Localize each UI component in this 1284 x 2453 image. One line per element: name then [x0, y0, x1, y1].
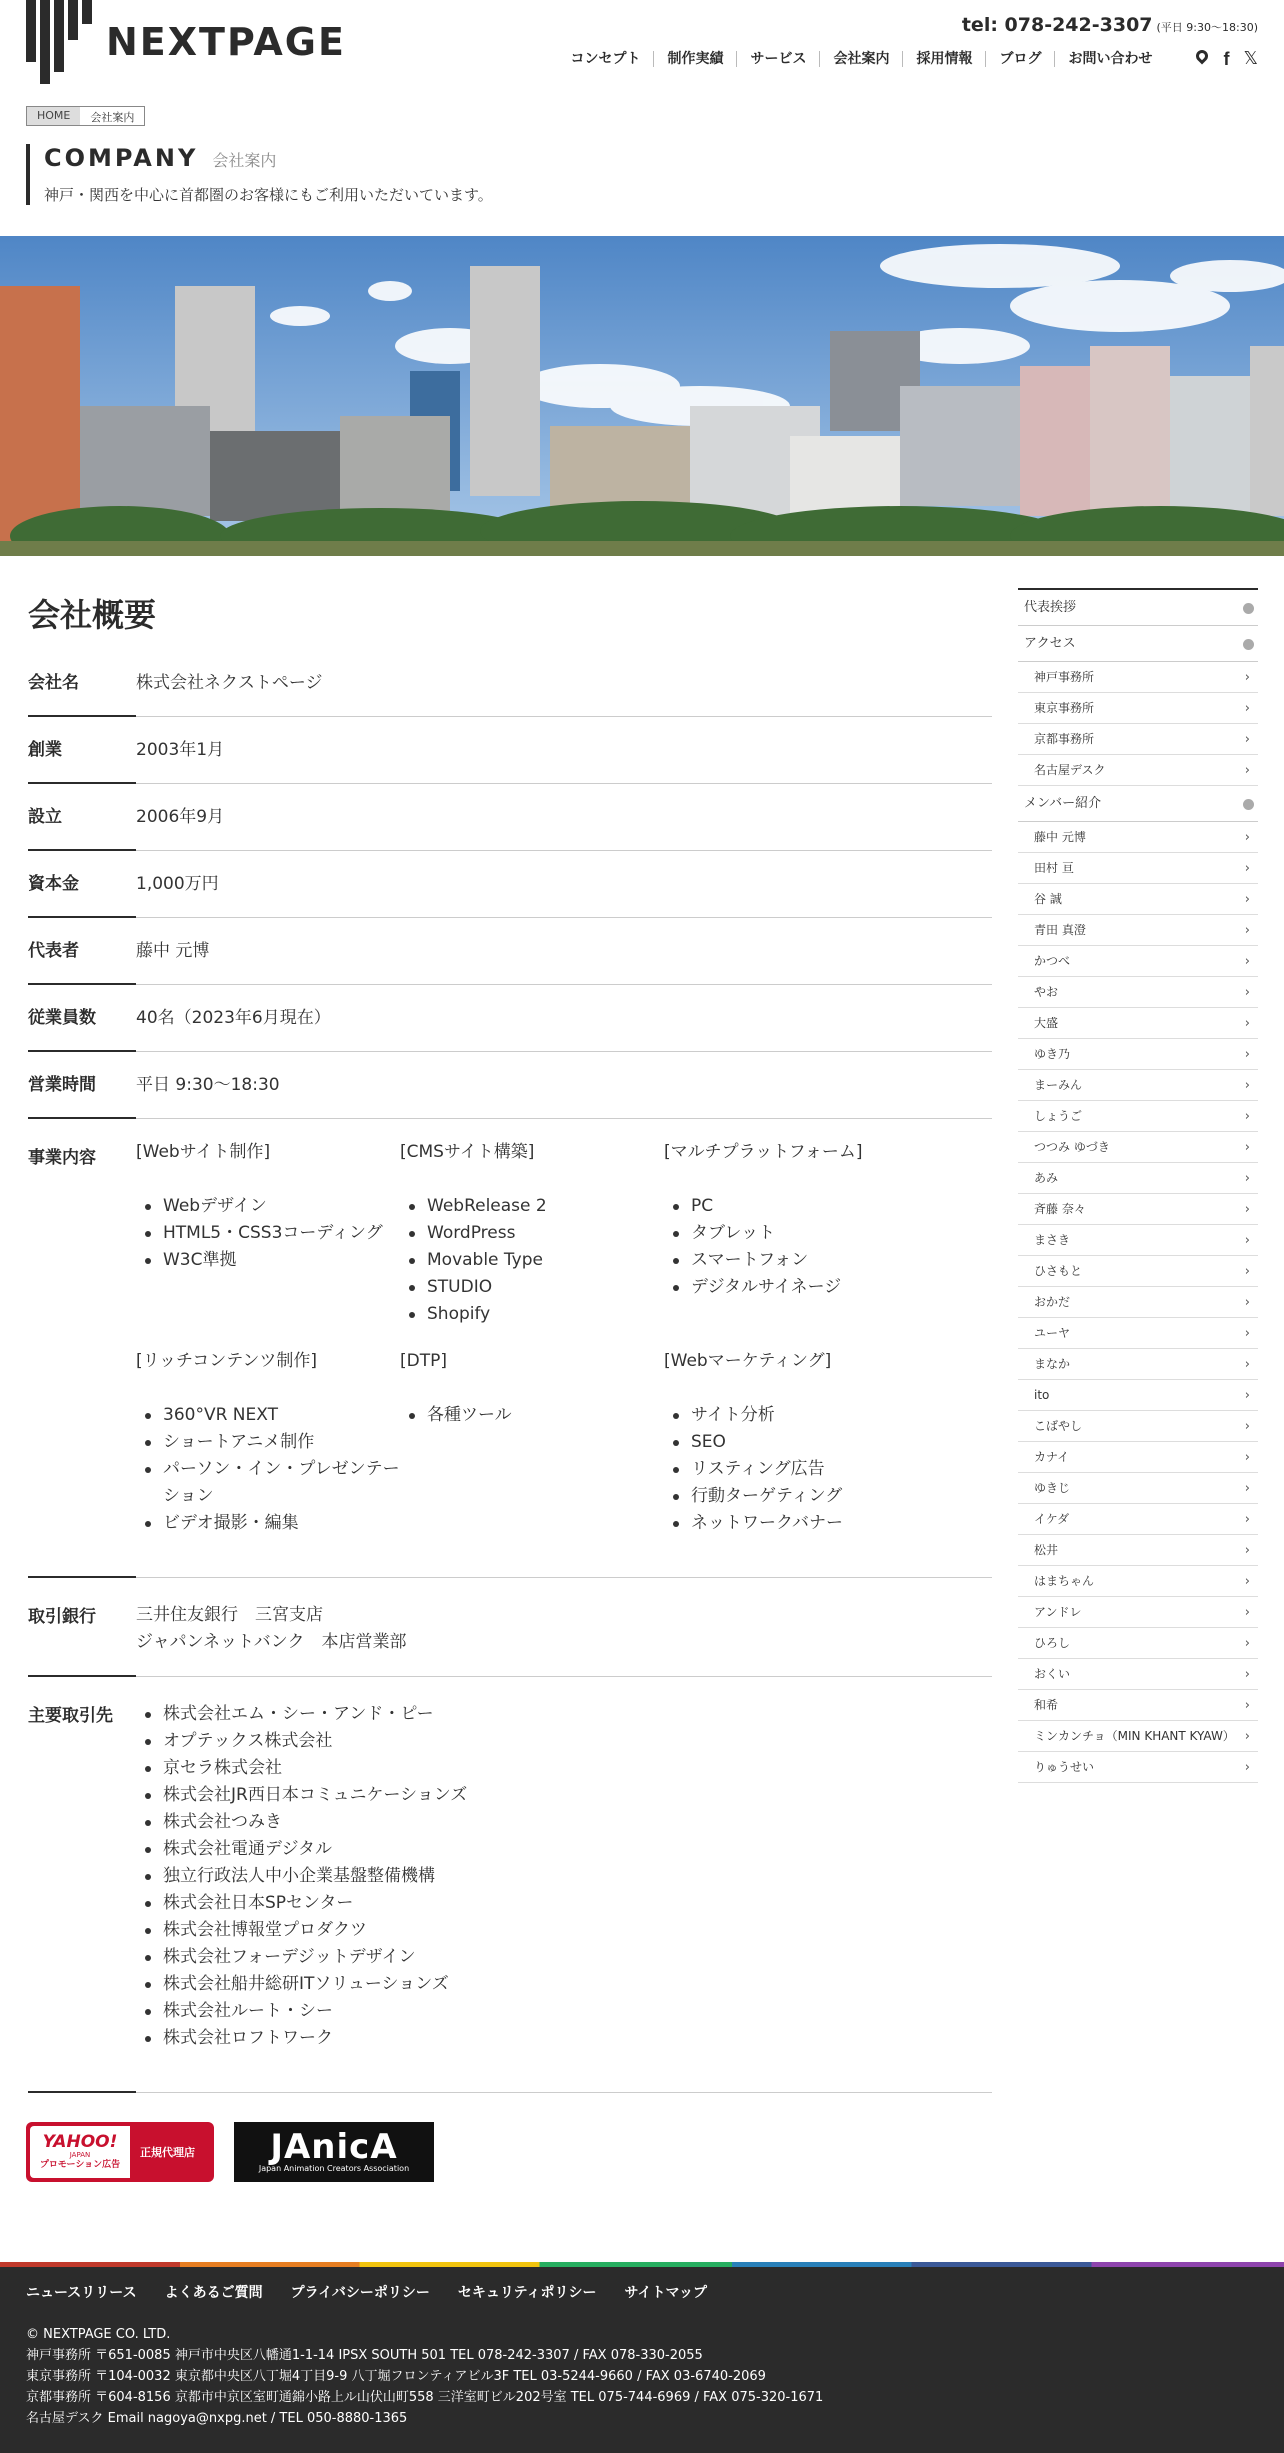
global-nav: [557, 50, 1258, 68]
business-item: ショートアニメ制作: [136, 1429, 400, 1456]
sidebar-member-item[interactable]: つつみ ゆづき ›: [1018, 1132, 1258, 1163]
sidebar-item-access[interactable]: アクセス: [1018, 626, 1258, 662]
client-list: [136, 1677, 992, 2092]
page-lead: 神戸・関西を中心に首都圏のお客様にもご利用いただいています。: [44, 186, 493, 204]
client-item: 株式会社ルート・シー: [136, 1998, 992, 2025]
row-value: 平日 9:30〜18:30: [136, 1074, 280, 1095]
sidebar-member-item[interactable]: ゆき乃 ›: [1018, 1039, 1258, 1070]
business-item: HTML5・CSS3コーディング: [136, 1220, 400, 1247]
client-item: 京セラ株式会社: [136, 1755, 992, 1782]
business-group: [136, 1139, 400, 1328]
business-item: Movable Type: [400, 1247, 664, 1274]
sidebar-member-item[interactable]: まさき ›: [1018, 1225, 1258, 1256]
sidebar-member-item[interactable]: しょうご ›: [1018, 1101, 1258, 1132]
business-group: [400, 1139, 664, 1328]
row-representative: [28, 918, 992, 985]
row-company-name: [28, 650, 992, 717]
client-item: 株式会社ロフトワーク: [136, 2025, 992, 2052]
breadcrumb: [26, 106, 145, 126]
client-item: 株式会社博報堂プロダクツ: [136, 1917, 992, 1944]
breadcrumb-home[interactable]: HOME: [27, 107, 80, 125]
business-category: [リッチコンテンツ制作]: [136, 1351, 318, 1371]
business-item: スマートフォン: [664, 1247, 928, 1274]
sidebar-sub-item[interactable]: 神戸事務所 ›: [1018, 662, 1258, 693]
row-business: [28, 1119, 992, 1578]
sidebar-member-item[interactable]: イケダ ›: [1018, 1504, 1258, 1535]
sidebar-sub-item[interactable]: 名古屋デスク ›: [1018, 755, 1258, 786]
page-title-en: COMPANY: [44, 144, 199, 172]
yahoo-logo-text: YAHOO!: [42, 2132, 118, 2152]
business-group: [664, 1139, 928, 1328]
sidebar-member-item[interactable]: 田村 亘 ›: [1018, 853, 1258, 884]
row-label: 事業内容: [28, 1119, 136, 1577]
footer-nav: [26, 2282, 735, 2302]
nav-company[interactable]: 会社案内: [819, 51, 902, 67]
janica-sub-text: Japan Animation Creators Association: [258, 2164, 410, 2173]
map-pin-icon[interactable]: [1195, 50, 1209, 68]
nav-blog[interactable]: ブログ: [985, 51, 1054, 67]
sidebar-member-item[interactable]: 谷 誠 ›: [1018, 884, 1258, 915]
business-item: WebRelease 2: [400, 1193, 664, 1220]
page-title-ja: 会社案内: [212, 151, 277, 170]
client-item: 株式会社JR西日本コミュニケーションズ: [136, 1782, 992, 1809]
sidebar-member-item[interactable]: りゅうせい ›: [1018, 1752, 1258, 1783]
nav-contact[interactable]: お問い合わせ: [1054, 51, 1165, 67]
x-icon[interactable]: 𝕏: [1243, 48, 1258, 69]
sidebar-member-item[interactable]: アンドレ ›: [1018, 1597, 1258, 1628]
sidebar-member-item[interactable]: ゆきじ ›: [1018, 1473, 1258, 1504]
nav-works[interactable]: 制作実績: [653, 51, 736, 67]
sidebar-member-item[interactable]: 斉藤 奈々 ›: [1018, 1194, 1258, 1225]
client-item: 株式会社フォーデジットデザイン: [136, 1944, 992, 1971]
business-category: [CMSサイト構築]: [400, 1142, 535, 1162]
sidebar-member-item[interactable]: ひさもと ›: [1018, 1256, 1258, 1287]
sidebar-member-item[interactable]: やお ›: [1018, 977, 1258, 1008]
row-value: 2003年1月: [136, 739, 225, 760]
logo[interactable]: [26, 0, 346, 84]
sidebar-member-item[interactable]: ユーヤ ›: [1018, 1318, 1258, 1349]
section-heading: 会社概要: [28, 596, 157, 634]
row-value: 40名（2023年6月現在）: [136, 1007, 331, 1028]
row-label: 代表者: [28, 918, 136, 985]
row-established: [28, 784, 992, 851]
business-item: パーソン・イン・プレゼンテーション: [136, 1456, 400, 1510]
business-item: ネットワークバナー: [664, 1510, 928, 1537]
client-item: 株式会社船井総研ITソリューションズ: [136, 1971, 992, 1998]
sidebar-member-item[interactable]: 藤中 元博 ›: [1018, 822, 1258, 853]
row-label: 主要取引先: [28, 1677, 136, 2092]
bank-list: [136, 1578, 992, 1676]
facebook-icon[interactable]: f: [1223, 49, 1230, 69]
row-label: 会社名: [28, 650, 136, 717]
footer-office: 京都事務所 〒604-8156 京都市中京区室町通錦小路上ル山伏山町558 三洋室町ビル202号室 TEL 075-744-6969 / FAX 075-320-1671: [26, 2390, 824, 2405]
business-category: [Webサイト制作]: [136, 1142, 271, 1162]
business-grid: [136, 1119, 992, 1577]
business-item: 行動ターゲティング: [664, 1483, 928, 1510]
business-item: リスティング広告: [664, 1456, 928, 1483]
business-item: 各種ツール: [400, 1402, 664, 1429]
business-item: W3C準拠: [136, 1247, 400, 1274]
nav-services[interactable]: サービス: [736, 51, 819, 67]
business-item: 360°VR NEXT: [136, 1402, 400, 1429]
breadcrumb-current: 会社案内: [90, 111, 135, 124]
business-group: [664, 1348, 928, 1537]
row-label: 営業時間: [28, 1052, 136, 1119]
client-item: 株式会社エム・シー・アンド・ピー: [136, 1701, 992, 1728]
row-label: 設立: [28, 784, 136, 851]
sidebar-item-members[interactable]: メンバー紹介: [1018, 786, 1258, 822]
row-label: 創業: [28, 717, 136, 784]
row-business-hours: [28, 1052, 992, 1119]
bank-item: ジャパンネットバンク 本店営業部: [136, 1632, 407, 1652]
business-item: Shopify: [400, 1301, 664, 1328]
sidebar-member-item[interactable]: 大盛 ›: [1018, 1008, 1258, 1039]
sidebar-member-item[interactable]: まなか ›: [1018, 1349, 1258, 1380]
sidebar-sub-item[interactable]: 京都事務所 ›: [1018, 724, 1258, 755]
sidebar-sub-item[interactable]: 東京事務所 ›: [1018, 693, 1258, 724]
sidebar-item-greeting[interactable]: 代表挨拶: [1018, 590, 1258, 626]
business-item: SEO: [664, 1429, 928, 1456]
business-category: [Webマーケティング]: [664, 1351, 832, 1371]
business-category: [マルチプラットフォーム]: [664, 1142, 863, 1162]
sidebar-member-item[interactable]: 松井 ›: [1018, 1535, 1258, 1566]
row-founded: [28, 717, 992, 784]
company-overview: [28, 590, 992, 2093]
row-label: 取引銀行: [28, 1578, 136, 1676]
yahoo-promo-text: プロモーション広告: [39, 2160, 121, 2170]
yahoo-logo: [30, 2126, 130, 2178]
client-item: 株式会社つみき: [136, 1809, 992, 1836]
sidebar-member-item[interactable]: こばやし ›: [1018, 1411, 1258, 1442]
nav-concept[interactable]: コンセプト: [570, 51, 641, 67]
business-item: Webデザイン: [136, 1193, 400, 1220]
row-value: 藤中 元博: [136, 940, 210, 961]
sidebar-member-item[interactable]: おくい ›: [1018, 1659, 1258, 1690]
row-value: 株式会社ネクストページ: [136, 672, 323, 693]
logo-text: NEXTPAGE: [106, 20, 346, 64]
sidebar-member-item[interactable]: カナイ ›: [1018, 1442, 1258, 1473]
tel-hours: (平日 9:30〜18:30): [1156, 21, 1258, 34]
business-category: [DTP]: [400, 1351, 447, 1371]
footer-link-news[interactable]: ニュースリリース: [26, 2285, 137, 2301]
hero-cityscape-image: [0, 236, 1284, 556]
row-value: 1,000万円: [136, 873, 219, 894]
client-item: 株式会社電通デジタル: [136, 1836, 992, 1863]
row-clients: [28, 1677, 992, 2093]
row-banks: [28, 1578, 992, 1677]
partner-banners: [26, 2122, 434, 2182]
business-group: [136, 1348, 400, 1537]
row-value: 2006年9月: [136, 806, 225, 827]
sidebar-member-item[interactable]: 青田 真澄 ›: [1018, 915, 1258, 946]
sidebar-member-item[interactable]: かつべ ›: [1018, 946, 1258, 977]
yahoo-logo-sub: JAPAN: [69, 2151, 91, 2159]
sidebar-member-item[interactable]: あみ ›: [1018, 1163, 1258, 1194]
sns-links: [1181, 50, 1258, 68]
footer-info: [26, 2324, 823, 2429]
business-item: ビデオ撮影・編集: [136, 1510, 400, 1537]
business-item: WordPress: [400, 1220, 664, 1247]
sidebar-member-item[interactable]: おかだ ›: [1018, 1287, 1258, 1318]
header-tel[interactable]: [962, 14, 1258, 36]
footer-link-privacy[interactable]: プライバシーポリシー: [290, 2285, 430, 2301]
sidebar-member-item[interactable]: はまちゃん ›: [1018, 1566, 1258, 1597]
logo-mark-icon: [26, 0, 96, 84]
nav-recruit[interactable]: 採用情報: [902, 51, 985, 67]
footer-office: 東京事務所 〒104-0032 東京都中央区八丁堀4丁目9-9 八丁堀フロンティアビル3F TEL 03-5244-9660 / FAX 03-6740-2069: [26, 2369, 766, 2384]
yahoo-promotion-banner[interactable]: [26, 2122, 214, 2182]
footer-copyright: © NEXTPAGE CO. LTD.: [26, 2327, 171, 2342]
bank-item: 三井住友銀行 三宮支店: [136, 1605, 323, 1625]
footer: [0, 2262, 1284, 2453]
business-item: STUDIO: [400, 1274, 664, 1301]
footer-link-sitemap[interactable]: サイトマップ: [624, 2285, 707, 2301]
sidebar-nav: [1018, 588, 1258, 1783]
row-capital: [28, 851, 992, 918]
business-group: [400, 1348, 664, 1537]
business-item: タブレット: [664, 1220, 928, 1247]
sidebar-member-item[interactable]: まーみん ›: [1018, 1070, 1258, 1101]
client-item: 株式会社日本SPセンター: [136, 1890, 992, 1917]
footer-office: 名古屋デスク Email nagoya@nxpg.net / TEL 050-8880-1365: [26, 2411, 408, 2426]
row-employees: [28, 985, 992, 1052]
row-label: 従業員数: [28, 985, 136, 1052]
sidebar-member-item[interactable]: ミンカンチョ（MIN KHANT KYAW） ›: [1018, 1721, 1258, 1752]
footer-office: 神戸事務所 〒651-0085 神戸市中央区八幡通1-1-14 IPSX SOUTH 501 TEL 078-242-3307 / FAX 078-330-2055: [26, 2348, 703, 2363]
client-item: オプテックス株式会社: [136, 1728, 992, 1755]
business-item: デジタルサイネージ: [664, 1274, 928, 1301]
footer-link-security[interactable]: セキュリティポリシー: [457, 2285, 597, 2301]
business-item: PC: [664, 1193, 928, 1220]
tel-number: tel: 078-242-3307: [961, 14, 1153, 36]
sidebar-member-item[interactable]: 和希 ›: [1018, 1690, 1258, 1721]
janica-logo-text: JAnicA: [270, 2127, 398, 2167]
business-item: サイト分析: [664, 1402, 928, 1429]
client-item: 独立行政法人中小企業基盤整備機構: [136, 1863, 992, 1890]
sidebar-member-item[interactable]: ito ›: [1018, 1380, 1258, 1411]
sidebar-member-item[interactable]: ひろし ›: [1018, 1628, 1258, 1659]
page-title: [26, 144, 493, 205]
yahoo-badge-text: 正規代理店: [140, 2146, 195, 2159]
footer-link-faq[interactable]: よくあるご質問: [164, 2285, 263, 2301]
janica-banner[interactable]: [234, 2122, 434, 2182]
footer-color-bar: [0, 2262, 1284, 2267]
row-label: 資本金: [28, 851, 136, 918]
